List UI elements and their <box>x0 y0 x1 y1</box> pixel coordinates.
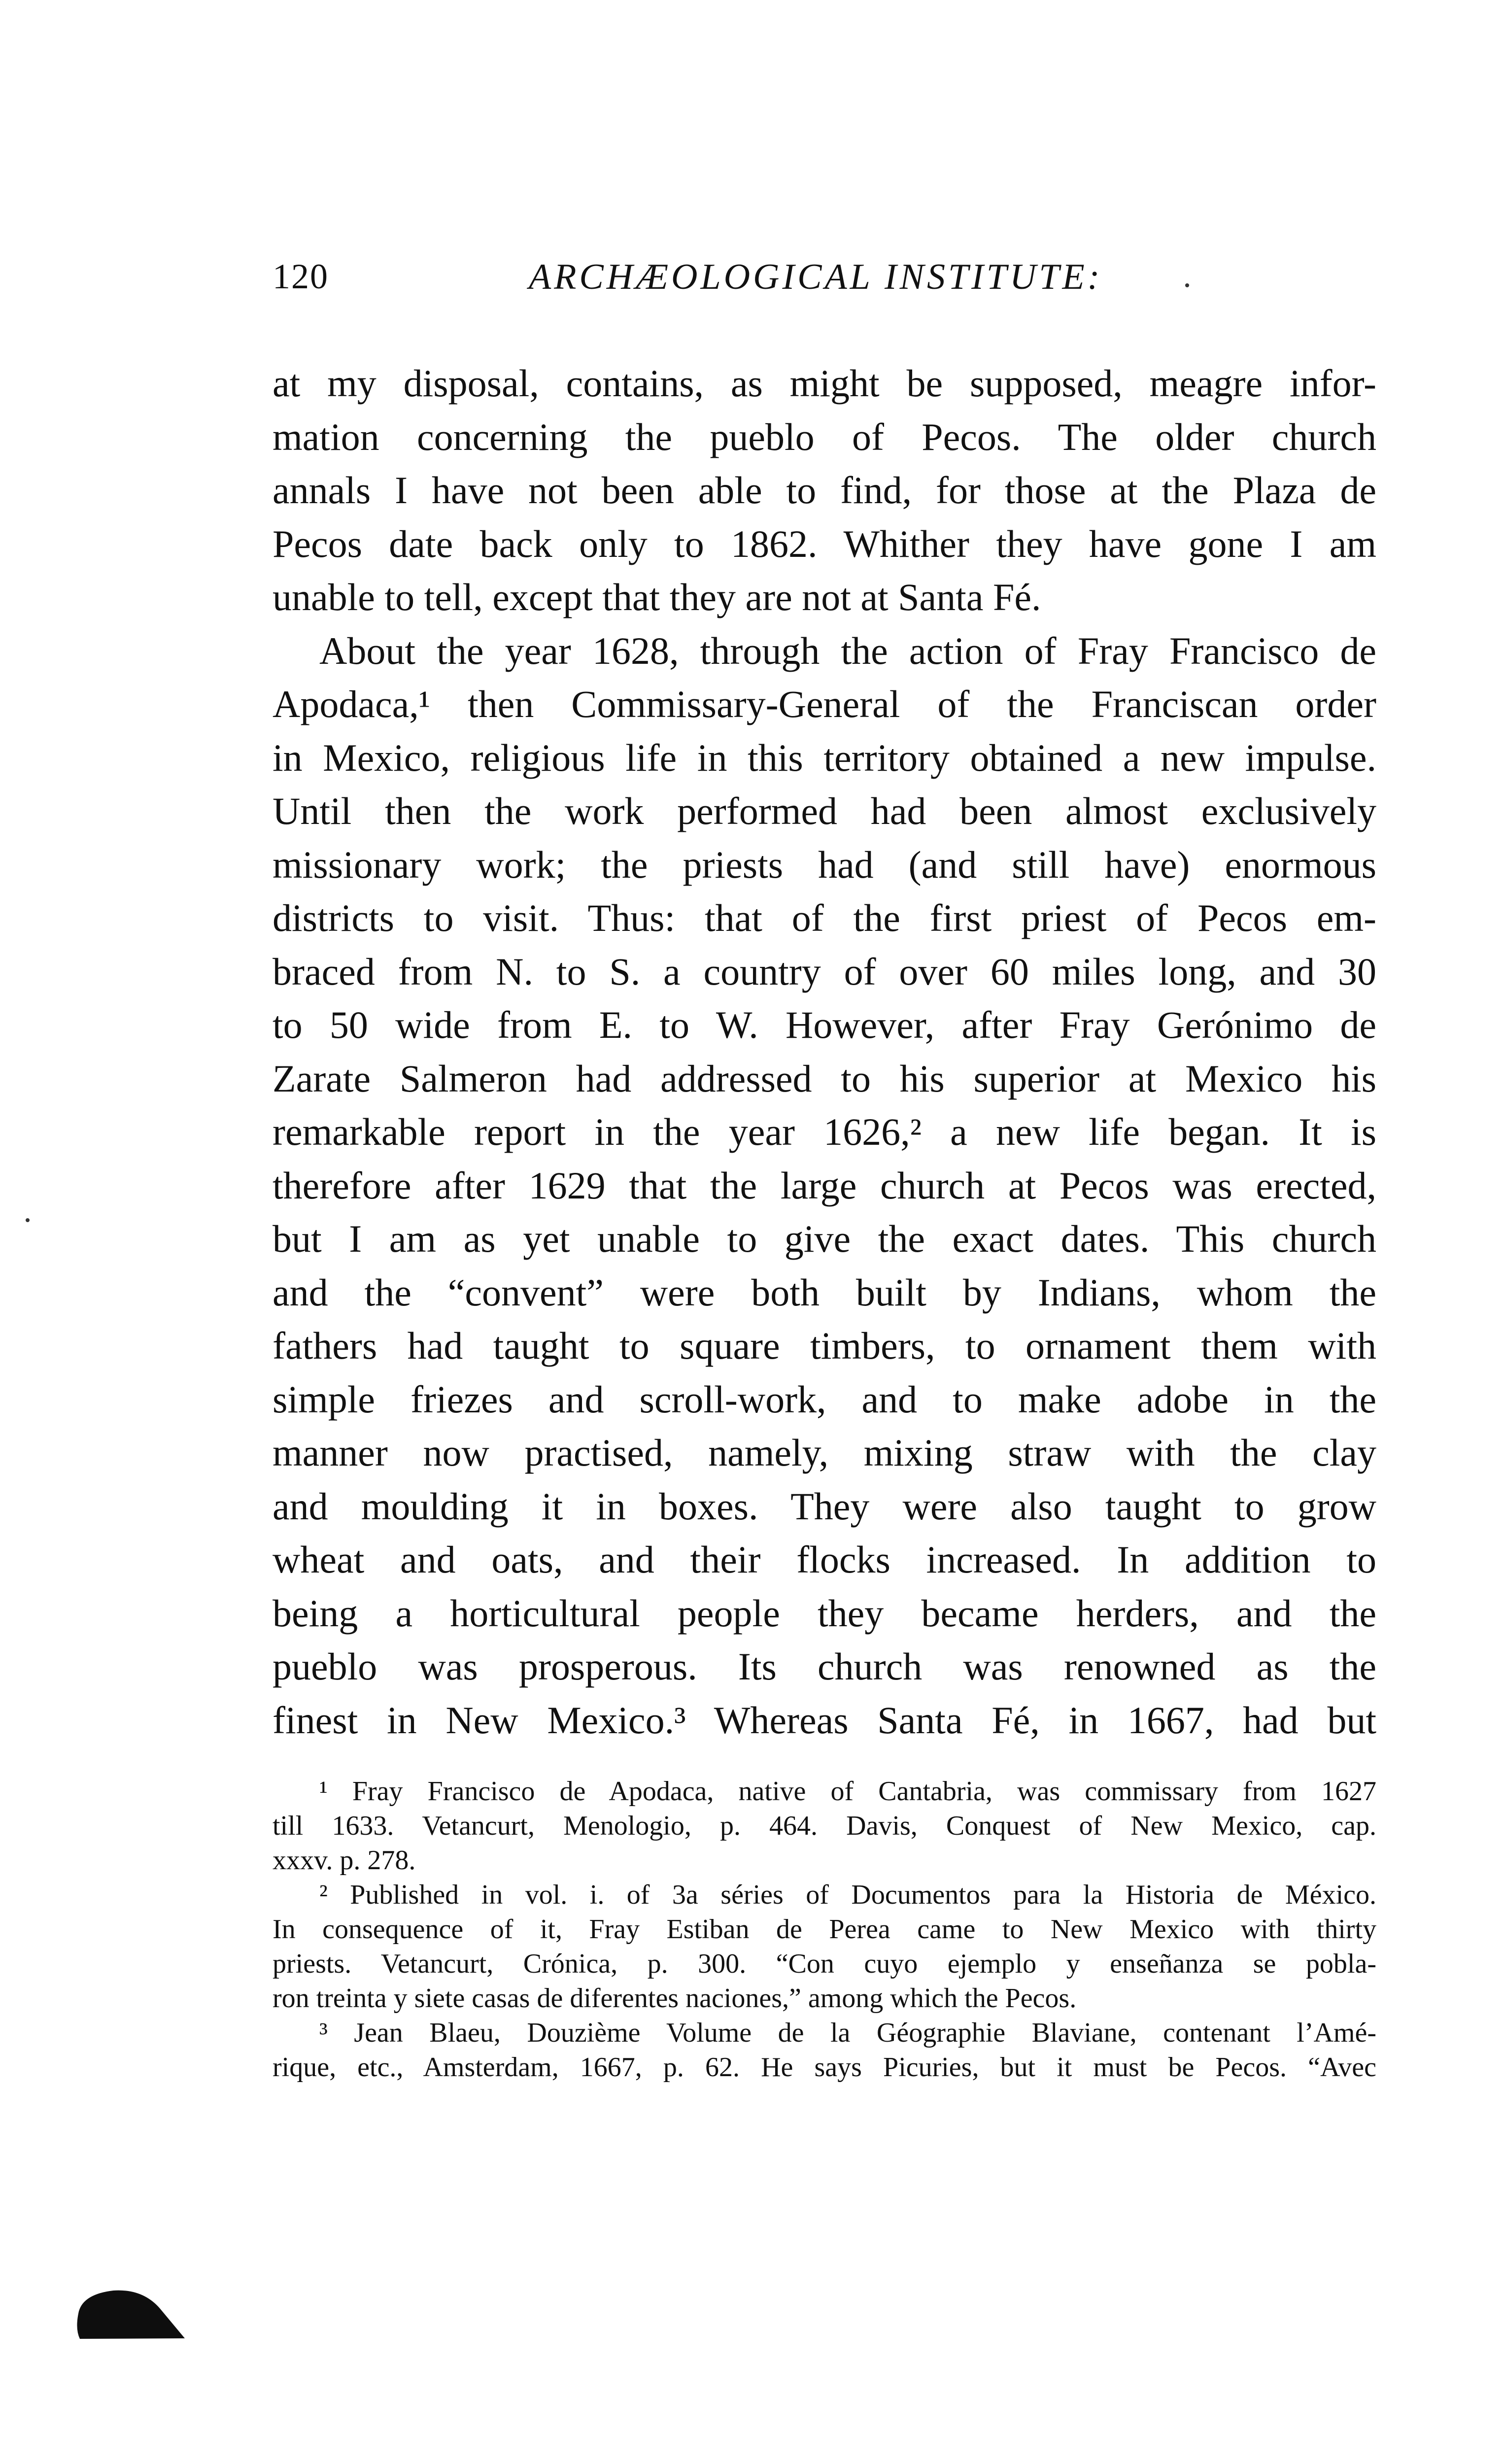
body-text <box>273 357 1376 1747</box>
body-line: mation concerning the pueblo of Pecos. The older church <box>273 415 1376 458</box>
footnote-line: ¹ Fray Francisco de Apodaca, native of Cantabria, was commissary from 1627 <box>319 1776 1376 1807</box>
body-line: to 50 wide from E. to W. However, after Fray Gerónimo de <box>273 1003 1376 1046</box>
body-line: Apodaca,¹ then Commissary-General of the Franciscan order <box>273 683 1376 725</box>
footnote-line: ³ Jean Blaeu, Douzième Volume de la Géographie Blaviane, contenant l’Amé- <box>319 2018 1376 2048</box>
body-line: annals I have not been able to find, for those at the Plaza de <box>273 469 1376 512</box>
body-line: Pecos date back only to 1862. Whither they have gone I am <box>273 522 1376 565</box>
body-line: About the year 1628, through the action of Fray Francisco de <box>319 629 1376 672</box>
body-line: fathers had taught to square timbers, to ornament them with <box>273 1324 1376 1367</box>
footnote-line: In consequence of it, Fray Estiban de Perea came to New Mexico with thirty <box>273 1914 1376 1945</box>
body-line: pueblo was prosperous. Its church was renowned as the <box>273 1645 1376 1688</box>
footnote-line: till 1633. Vetancurt, Menologio, p. 464. Davis, Conquest of New Mexico, cap. <box>273 1811 1376 1841</box>
speck-mark <box>26 1218 30 1222</box>
body-line: remarkable report in the year 1626,² a new life began. It is <box>273 1110 1376 1153</box>
body-line: unable to tell, except that they are not at Santa Fé. <box>273 576 1041 618</box>
body-line: therefore after 1629 that the large church at Pecos was erected, <box>273 1164 1376 1207</box>
body-line: Zarate Salmeron had addressed to his superior at Mexico his <box>273 1057 1376 1100</box>
footnote-line: ron treinta y siete casas de diferentes naciones,” among which the Pecos. <box>273 1983 1077 2014</box>
body-line: simple friezes and scroll-work, and to make adobe in the <box>273 1377 1376 1421</box>
speck-mark <box>1185 283 1189 287</box>
body-line: and the “convent” were both built by Indians, whom the <box>273 1270 1376 1314</box>
body-line: braced from N. to S. a country of over 60 miles long, and 30 <box>273 950 1376 993</box>
running-title: ARCHÆOLOGICAL INSTITUTE: <box>529 257 1103 297</box>
body-line: finest in New Mexico.³ Whereas Santa Fé, in 1667, had but <box>273 1698 1376 1742</box>
footnote-line: rique, etc., Amsterdam, 1667, p. 62. He says Picuries, but it must be Pecos. “Avec <box>273 2052 1376 2083</box>
body-line: in Mexico, religious life in this territory obtained a new impulse. <box>273 736 1376 779</box>
footnote-line: ² Published in vol. i. of 3a séries of Documentos para la Historia de México. <box>319 1880 1376 1910</box>
footnote-line: xxxv. p. 278. <box>273 1845 416 1876</box>
footnotes <box>273 1774 1376 2085</box>
body-line: missionary work; the priests had (and still have) enormous <box>273 843 1376 886</box>
body-line: manner now practised, namely, mixing straw with the clay <box>273 1431 1376 1474</box>
footnote-line: priests. Vetancurt, Crónica, p. 300. “Con cuyo ejemplo y enseñanza se pobla- <box>273 1949 1376 1979</box>
body-line: wheat and oats, and their flocks increased. In addition to <box>273 1538 1376 1581</box>
ink-blot-mark <box>74 2282 187 2341</box>
body-line: districts to visit. Thus: that of the first priest of Pecos em- <box>273 896 1376 939</box>
body-line: but I am as yet unable to give the exact dates. This church <box>273 1217 1376 1260</box>
running-head <box>273 256 1376 310</box>
body-line: being a horticultural people they became herders, and the <box>273 1591 1376 1635</box>
body-line: and moulding it in boxes. They were also taught to grow <box>273 1484 1376 1528</box>
body-line: at my disposal, contains, as might be supposed, meagre infor- <box>273 362 1376 405</box>
page-number: 120 <box>273 257 329 296</box>
body-line: Until then the work performed had been almost exclusively <box>273 789 1376 832</box>
